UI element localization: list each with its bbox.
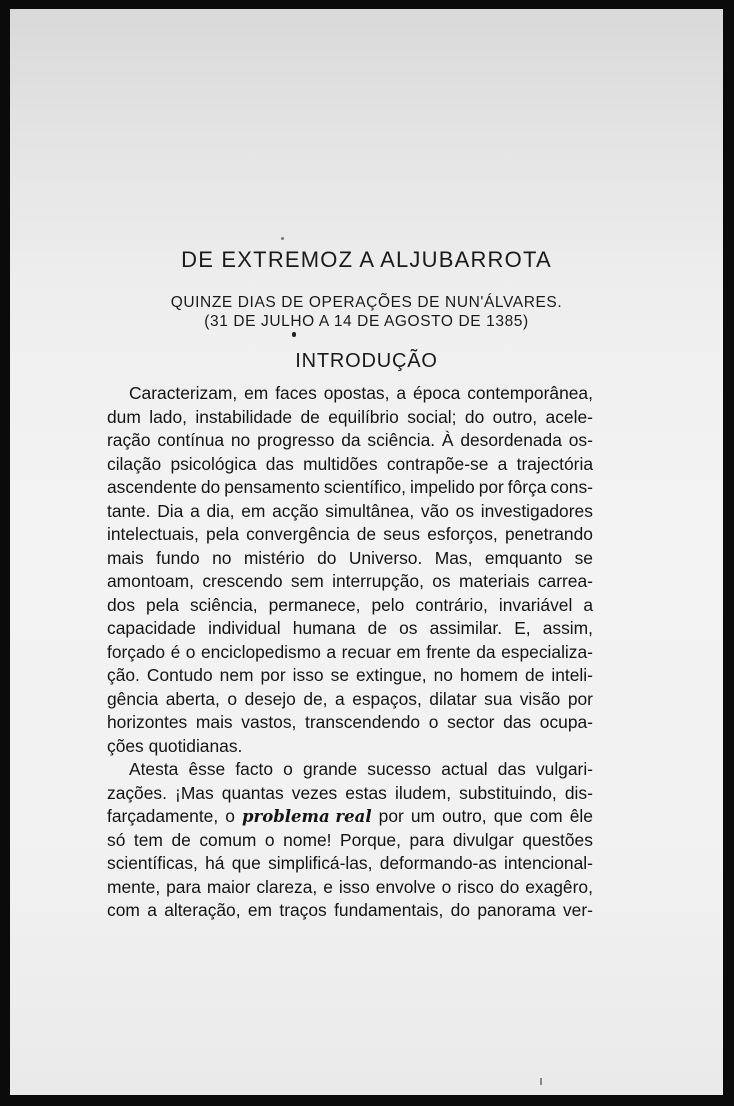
word: assimilar. bbox=[429, 618, 503, 638]
word: a bbox=[335, 688, 345, 709]
word: progresso bbox=[257, 430, 335, 450]
word: a bbox=[190, 500, 200, 521]
word: ¡Mas bbox=[175, 782, 214, 803]
word: que bbox=[231, 853, 261, 873]
word: equilíbrio bbox=[328, 406, 399, 427]
body-line bbox=[107, 735, 593, 759]
body-line bbox=[107, 453, 593, 477]
word: em bbox=[241, 500, 266, 521]
word: ração bbox=[107, 430, 151, 450]
word: no bbox=[230, 430, 251, 450]
word: mente, bbox=[107, 876, 161, 897]
word: transcendendo bbox=[305, 712, 421, 732]
word: emquanto bbox=[484, 547, 563, 568]
word: carrea- bbox=[537, 571, 593, 591]
word: no bbox=[212, 547, 232, 568]
word: horizontes bbox=[107, 712, 188, 732]
word: intelectuais, bbox=[107, 524, 199, 544]
word: de bbox=[300, 406, 320, 427]
word: trajectória bbox=[516, 453, 593, 474]
word: sucesso bbox=[367, 759, 432, 779]
word: de bbox=[171, 829, 191, 850]
word: dis- bbox=[564, 782, 593, 803]
word: vulgari- bbox=[535, 759, 593, 779]
word: humana bbox=[292, 618, 356, 638]
word: contrário, bbox=[415, 594, 488, 615]
word: por bbox=[478, 477, 504, 497]
word: especializa- bbox=[501, 641, 593, 662]
word: mistério bbox=[243, 547, 305, 568]
word: por bbox=[260, 665, 286, 685]
word: ascendente bbox=[107, 477, 197, 497]
body-line bbox=[107, 406, 593, 430]
body-line bbox=[107, 523, 593, 547]
word: sciência. bbox=[367, 430, 436, 450]
word: À bbox=[441, 430, 454, 450]
word: o bbox=[185, 641, 196, 662]
word: sua bbox=[484, 688, 513, 709]
word: panorama bbox=[477, 900, 556, 920]
word: de bbox=[525, 665, 545, 685]
word: clareza, bbox=[256, 876, 318, 897]
word: do bbox=[450, 900, 470, 920]
word: em bbox=[396, 641, 421, 662]
word: Universo. bbox=[348, 547, 423, 568]
word: amontoam, bbox=[107, 571, 194, 591]
body-line bbox=[107, 641, 593, 665]
word: Atesta bbox=[129, 759, 179, 779]
body-line bbox=[107, 711, 593, 735]
word: recuar bbox=[341, 641, 391, 662]
word: fôrça bbox=[507, 477, 547, 497]
word: maior bbox=[206, 876, 251, 897]
word: investigadores bbox=[480, 500, 593, 521]
word: social; bbox=[407, 406, 457, 427]
word: a bbox=[497, 453, 508, 474]
word: Mas, bbox=[434, 547, 473, 568]
word: aberta, bbox=[165, 688, 220, 709]
word: frente bbox=[426, 641, 471, 662]
word: pela bbox=[206, 524, 239, 544]
word: vastos, bbox=[241, 712, 297, 732]
word: o bbox=[225, 806, 235, 826]
word: facto bbox=[235, 759, 274, 779]
word: estas bbox=[345, 782, 387, 803]
word: se bbox=[574, 547, 593, 568]
word: scientífico, bbox=[323, 477, 407, 497]
body-line bbox=[107, 876, 593, 900]
body-line bbox=[107, 852, 593, 876]
word: que bbox=[493, 806, 523, 826]
word: desejo bbox=[244, 688, 296, 709]
word: comum bbox=[199, 829, 257, 850]
word: é bbox=[170, 641, 181, 662]
body-line bbox=[107, 805, 593, 829]
word: do bbox=[464, 406, 485, 427]
word: com bbox=[107, 900, 140, 920]
word: pensamento bbox=[224, 477, 320, 497]
word: Contudo bbox=[146, 665, 213, 685]
word: há bbox=[205, 853, 225, 873]
word: acele- bbox=[545, 406, 593, 427]
word: mais bbox=[195, 712, 233, 732]
word: os- bbox=[568, 430, 593, 450]
word: época bbox=[412, 383, 461, 403]
word: tante. bbox=[107, 500, 151, 521]
word: iludem, bbox=[394, 782, 452, 803]
body-line bbox=[107, 382, 593, 406]
word: de bbox=[367, 618, 388, 638]
word: a bbox=[326, 641, 337, 662]
word: seus bbox=[383, 524, 421, 544]
word: assim, bbox=[542, 618, 593, 638]
word: inteli- bbox=[551, 665, 593, 685]
body-line bbox=[107, 899, 593, 923]
word: do bbox=[317, 547, 337, 568]
word: gência bbox=[107, 688, 159, 709]
word: pelo bbox=[371, 594, 405, 615]
word: grande bbox=[302, 759, 358, 779]
word: de, bbox=[303, 688, 328, 709]
body-line bbox=[107, 594, 593, 618]
body-line bbox=[107, 829, 593, 853]
word: divulgar bbox=[452, 829, 514, 850]
word: homem bbox=[459, 665, 518, 685]
body-line bbox=[107, 429, 593, 453]
page-speck bbox=[281, 237, 284, 240]
word: alteração, bbox=[164, 900, 241, 920]
word: ver- bbox=[562, 900, 593, 920]
word: traços bbox=[279, 900, 327, 920]
word: em bbox=[244, 383, 269, 403]
word: simultânea, bbox=[325, 500, 415, 521]
word: contínua bbox=[157, 430, 225, 450]
word: opostas, bbox=[323, 383, 390, 403]
word: forçado bbox=[107, 641, 166, 662]
word: em bbox=[247, 900, 273, 920]
word: de bbox=[356, 524, 377, 544]
word: se bbox=[330, 665, 349, 685]
word: pela bbox=[146, 594, 179, 615]
word: das bbox=[503, 712, 532, 732]
body-line bbox=[107, 758, 593, 782]
word: dos bbox=[107, 594, 136, 615]
word: nem bbox=[219, 665, 254, 685]
body-line bbox=[107, 500, 593, 524]
word: extingue, bbox=[356, 665, 427, 685]
word: lado, bbox=[149, 406, 187, 427]
body-line bbox=[107, 782, 593, 806]
word: risco bbox=[457, 876, 494, 897]
word: no bbox=[433, 665, 453, 685]
word: dum bbox=[107, 406, 141, 427]
word: sem bbox=[290, 571, 324, 591]
word: exagêro, bbox=[525, 876, 593, 897]
word: desordenada bbox=[460, 430, 562, 450]
book-page bbox=[10, 9, 723, 1095]
body-line bbox=[107, 688, 593, 712]
body-line bbox=[107, 664, 593, 688]
word: questões bbox=[522, 829, 593, 850]
word: das bbox=[497, 759, 526, 779]
word: mais bbox=[107, 547, 144, 568]
word: o bbox=[264, 829, 275, 850]
word: individual bbox=[208, 618, 281, 638]
word: substituindo, bbox=[459, 782, 557, 803]
word: invariável bbox=[498, 594, 573, 615]
word: da bbox=[341, 430, 361, 450]
word: quantas bbox=[221, 782, 284, 803]
word: instabilidade bbox=[195, 406, 293, 427]
word: faces bbox=[275, 383, 317, 403]
word: o bbox=[227, 688, 238, 709]
word: com bbox=[529, 806, 563, 826]
word: só bbox=[107, 829, 126, 850]
word: êle bbox=[569, 806, 593, 826]
word: cilação bbox=[107, 453, 162, 474]
word: os bbox=[399, 618, 418, 638]
word: fundamentais, bbox=[334, 900, 444, 920]
word: outro, bbox=[492, 406, 538, 427]
body-line bbox=[107, 617, 593, 641]
word: a bbox=[147, 900, 157, 920]
word: o bbox=[428, 712, 439, 732]
section-heading: INTRODUÇÃO bbox=[295, 350, 438, 372]
subtitle-line-2: (31 DE JULHO A 14 DE AGOSTO DE 1385) bbox=[204, 313, 529, 330]
word: contemporânea, bbox=[467, 383, 593, 403]
word: espaços, bbox=[352, 688, 422, 709]
word: Dia bbox=[157, 500, 184, 521]
word: actual bbox=[441, 759, 488, 779]
word: sector bbox=[447, 712, 495, 732]
word: crescendo bbox=[202, 571, 283, 591]
word: tem bbox=[133, 829, 163, 850]
word: Caracterizam, bbox=[129, 383, 238, 403]
word: por bbox=[378, 806, 404, 826]
word: o bbox=[441, 876, 452, 897]
word: os bbox=[455, 500, 475, 521]
word: da bbox=[476, 641, 496, 662]
word: ocupa- bbox=[539, 712, 593, 732]
body-line bbox=[107, 570, 593, 594]
word: isso bbox=[338, 876, 370, 897]
word: por bbox=[567, 688, 593, 709]
word: capacidade bbox=[107, 618, 196, 638]
word: acção bbox=[272, 500, 319, 521]
word: convergência bbox=[246, 524, 350, 544]
word: zações. bbox=[107, 782, 167, 803]
word: nome! bbox=[283, 829, 332, 850]
word: cons- bbox=[550, 477, 593, 497]
ornament-dot bbox=[292, 332, 296, 337]
subtitle-line-1: QUINZE DIAS DE OPERAÇÕES DE NUN'ÁLVARES. bbox=[170, 294, 563, 311]
word: e bbox=[323, 876, 333, 897]
word: ções quotidianas. bbox=[107, 735, 243, 756]
word: scientíficas, bbox=[107, 853, 198, 873]
word: vão bbox=[420, 500, 449, 521]
word: deformando-as bbox=[379, 853, 497, 873]
word: êsse bbox=[188, 759, 226, 779]
word: os bbox=[432, 571, 451, 591]
word: a bbox=[583, 594, 593, 615]
word: para bbox=[409, 829, 445, 850]
word: E, bbox=[514, 618, 531, 638]
word: visão bbox=[519, 688, 561, 709]
word: para bbox=[166, 876, 201, 897]
page-speck bbox=[540, 1078, 542, 1085]
body-text bbox=[107, 382, 593, 923]
word: Porque, bbox=[340, 829, 401, 850]
word: envolve bbox=[375, 876, 436, 897]
word: impelido bbox=[409, 477, 475, 497]
body-line bbox=[107, 547, 593, 571]
page-title: DE EXTREMOZ A ALJUBARROTA bbox=[181, 247, 552, 272]
word: intencional- bbox=[503, 853, 593, 873]
word: isso bbox=[292, 665, 324, 685]
word: outro, bbox=[442, 806, 487, 826]
word: um bbox=[410, 806, 436, 826]
word: do bbox=[499, 876, 520, 897]
word: farçadamente, bbox=[107, 806, 219, 826]
word: penetrando bbox=[504, 524, 593, 544]
word: dia, bbox=[206, 500, 235, 521]
word: esforços, bbox=[427, 524, 498, 544]
word: vezes bbox=[291, 782, 338, 803]
word: problema real bbox=[242, 807, 372, 826]
word: ção. bbox=[107, 665, 140, 685]
word: enciclopedismo bbox=[201, 641, 321, 662]
word: dilatar bbox=[429, 688, 477, 709]
body-line bbox=[107, 476, 593, 500]
word: multidões bbox=[303, 453, 378, 474]
word: sciência, bbox=[189, 594, 258, 615]
word: do bbox=[200, 477, 221, 497]
word: contrapõe-se bbox=[386, 453, 489, 474]
word: simplificá-las, bbox=[268, 853, 373, 873]
word: fundo bbox=[156, 547, 200, 568]
word: materiais bbox=[458, 571, 530, 591]
word: permanece, bbox=[268, 594, 361, 615]
word: interrupção, bbox=[332, 571, 424, 591]
word: o bbox=[283, 759, 293, 779]
word: das bbox=[265, 453, 294, 474]
word: a bbox=[396, 383, 407, 403]
word: psicológica bbox=[170, 453, 257, 474]
